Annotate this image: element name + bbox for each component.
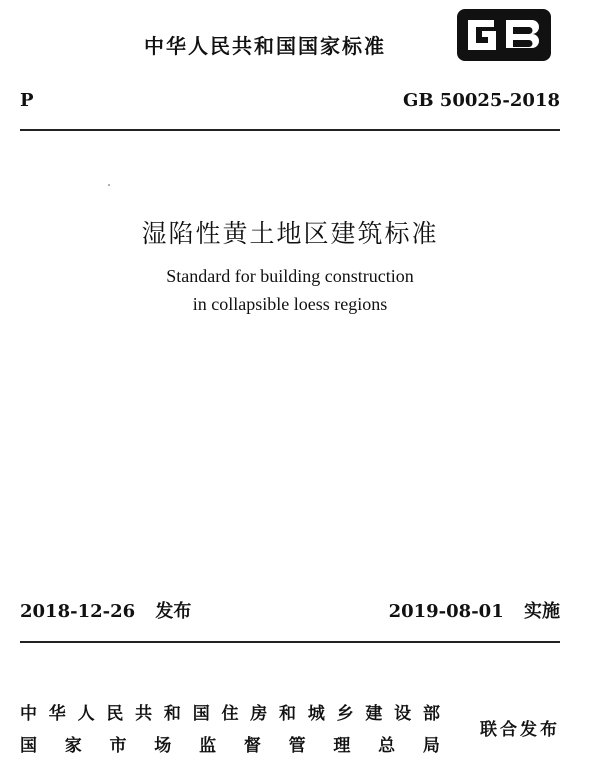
code-row	[20, 90, 560, 120]
joint-issue-label: 联合发布	[480, 720, 560, 740]
scan-speck	[108, 184, 110, 186]
issue-date-group	[20, 597, 191, 623]
issuer-char: 家	[64, 736, 82, 756]
issuer-char: 房	[250, 704, 268, 724]
implement-label: 实施	[524, 601, 560, 622]
issuer-char: 理	[333, 736, 351, 756]
issuer-char: 局	[422, 736, 440, 756]
bottom-divider	[20, 641, 560, 643]
implement-date: 2019-08-01	[388, 601, 504, 622]
classification-code: P	[20, 90, 34, 111]
chinese-title: 湿陷性黄土地区建筑标准	[141, 219, 439, 248]
issuer-char: 建	[365, 704, 383, 724]
date-row	[20, 597, 560, 627]
issuer-char: 部	[422, 704, 440, 724]
issuer-char: 共	[135, 704, 153, 724]
issuer-char: 和	[279, 704, 297, 724]
issuer-char: 华	[48, 704, 66, 724]
english-title	[80, 262, 500, 318]
issuer-char: 设	[394, 704, 412, 724]
issuer-char: 场	[154, 736, 172, 756]
top-divider	[20, 129, 560, 131]
issuer-char: 督	[243, 736, 261, 756]
issuer-line-2	[20, 731, 440, 756]
standard-type-heading: 中华人民共和国国家标准	[144, 34, 386, 58]
issue-date: 2018-12-26	[20, 601, 136, 622]
implement-date-group	[389, 597, 560, 623]
issuer-char: 中	[20, 704, 37, 724]
gb-logo-icon	[456, 8, 552, 62]
issuer-line-1	[20, 699, 440, 724]
issuer-char: 管	[288, 736, 306, 756]
standard-number: GB 50025-2018	[402, 90, 560, 111]
issuer-char: 乡	[336, 704, 354, 724]
issuer-char: 和	[163, 704, 181, 724]
issuer-char: 城	[307, 704, 325, 724]
issuer-char: 监	[199, 736, 217, 756]
issuer-char: 总	[378, 736, 396, 756]
issuer-char: 市	[109, 736, 127, 756]
issuer-char: 国	[192, 704, 210, 724]
issuer-char: 国	[20, 736, 37, 756]
issuing-authorities	[20, 699, 560, 759]
issuer-char: 民	[106, 704, 124, 724]
english-title-line-2: in collapsible loess regions	[192, 294, 388, 314]
issuer-char: 住	[221, 704, 239, 724]
issuer-char: 人	[77, 704, 95, 724]
english-title-line-1: Standard for building construction	[166, 266, 414, 286]
issue-label: 发布	[155, 601, 192, 622]
